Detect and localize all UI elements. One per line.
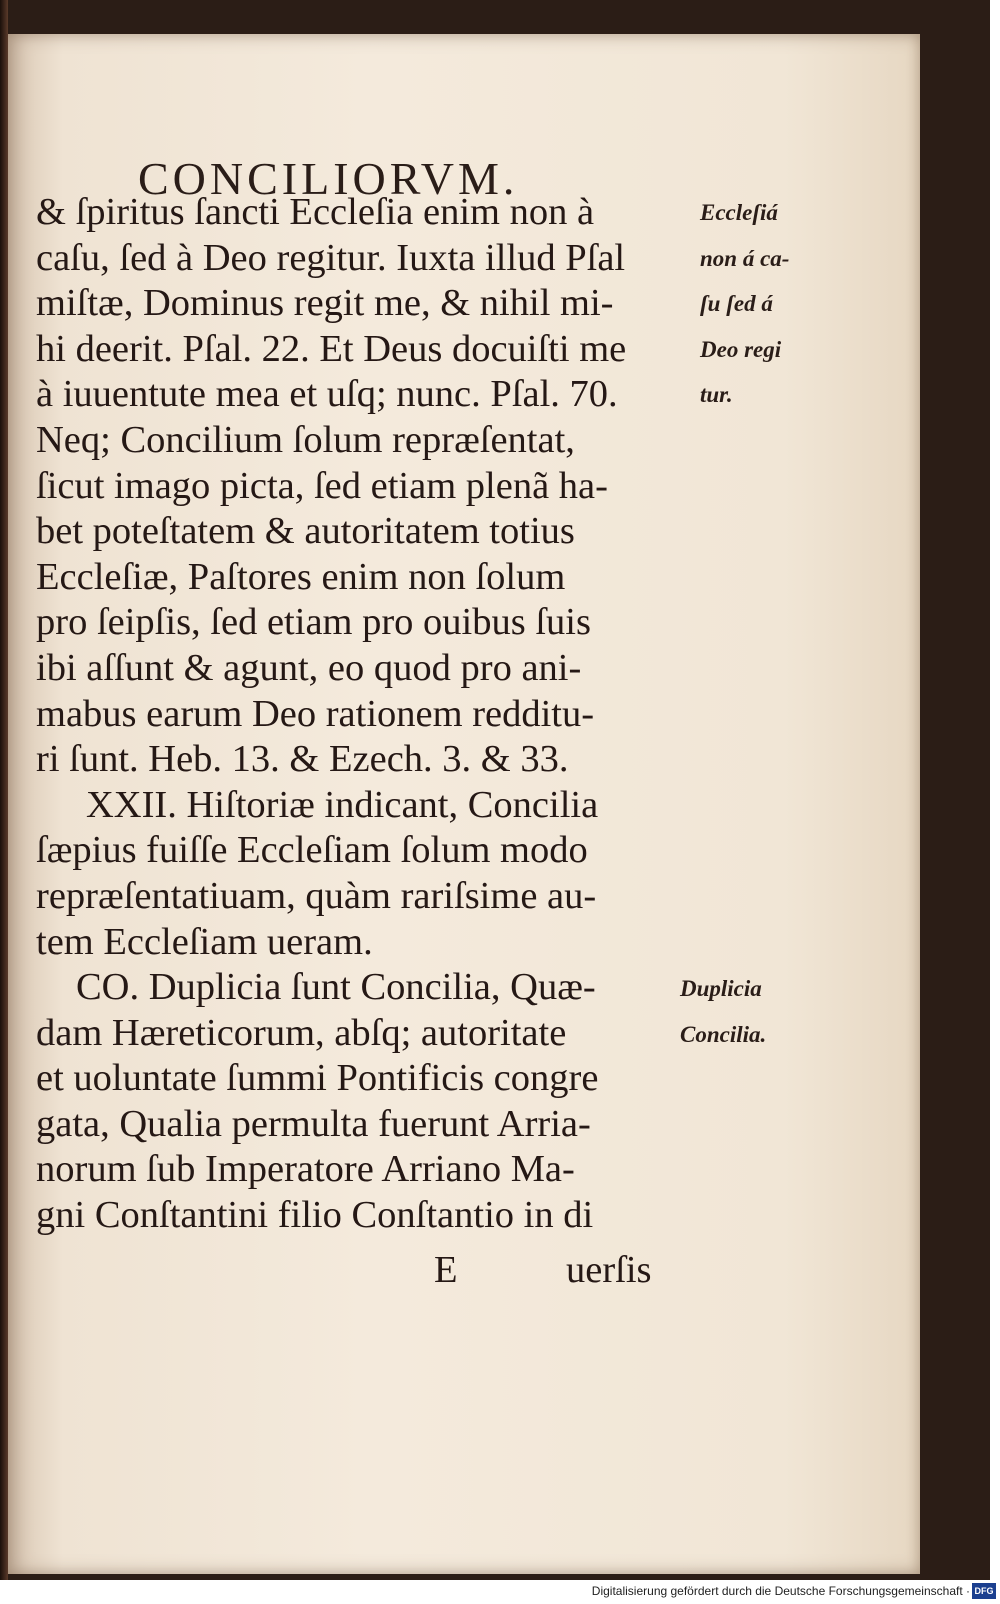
text-line: Eccleſiæ, Paſtores enim non ſolum — [36, 555, 566, 598]
margin-note-line: Deo regi — [700, 336, 782, 362]
catchword: uerſis — [566, 1249, 652, 1291]
text-line: caſu, ſed à Deo regitur. Iuxta illud Pſal — [36, 236, 626, 279]
margin-note-line: Duplicia — [680, 976, 762, 1001]
margin-note-line: non á ca- — [700, 245, 790, 271]
text-line: & ſpiritus ſancti Eccleſia enim non à — [36, 191, 595, 233]
binding-edge — [0, 0, 8, 1580]
margin-note-line: Eccleſiá — [700, 200, 778, 225]
text-line: hi deerit. Pſal. 22. Et Deus docuiſti me — [36, 327, 627, 370]
margin-note-line: Concilia. — [680, 1021, 767, 1047]
text-line: ri ſunt. Heb. 13. & Ezech. 3. & 33. — [36, 738, 569, 781]
text-line: repræſentatiuam, quàm rariſsime au- — [36, 874, 597, 917]
text-line: dam Hæreticorum, abſq; autoritate — [36, 1011, 567, 1054]
text-line: CO. Duplicia ſunt Concilia, Quæ- — [76, 966, 596, 1009]
signature-mark: E — [434, 1249, 458, 1291]
text-line: miſtæ, Dominus regit me, & nihil mi- — [36, 282, 614, 325]
margin-note-ecclesia — [700, 190, 789, 418]
text-line: à iuuentute mea et uſq; nunc. Pſal. 70. — [36, 373, 618, 416]
digitization-footer — [0, 1580, 1000, 1604]
margin-note-line: ſu ſed á — [700, 291, 773, 317]
text-line: tem Eccleſiam ueram. — [36, 920, 373, 963]
text-line: bet poteſtatem & autoritatem totius — [36, 510, 575, 553]
text-line: mabus earum Deo rationem redditu- — [36, 692, 595, 735]
text-line: pro ſeipſis, ſed etiam pro ouibus ſuis — [36, 601, 591, 644]
text-line: et uoluntate ſummi Pontificis congre — [36, 1057, 599, 1100]
margin-note-line: tur. — [700, 382, 733, 408]
text-line: norum ſub Imperatore Arriano Ma- — [36, 1148, 575, 1191]
text-line: gni Conſtantini filio Conſtantio in di — [36, 1194, 594, 1237]
page-foot — [0, 1248, 900, 1298]
text-line: ſicut imago picta, ſed etiam plenã ha- — [36, 464, 608, 507]
text-line: ibi aſſunt & agunt, eo quod pro ani- — [36, 646, 582, 689]
dfg-logo-icon: DFG — [972, 1583, 996, 1599]
text-line: ſæpius fuiſſe Eccleſiam ſolum modo — [36, 829, 588, 872]
main-text — [36, 190, 696, 1239]
funding-credit: Digitalisierung gefördert durch die Deutsche Forschungsgemeinschaft · — [591, 1584, 970, 1598]
margin-note-duplicia — [680, 966, 766, 1057]
running-header: CONCILIORVM. — [138, 153, 519, 204]
text-line: XXII. Hiſtoriæ indicant, Concilia — [86, 783, 599, 826]
text-line: gata, Qualia permulta fuerunt Arria- — [36, 1102, 591, 1145]
text-line: Neq; Concilium ſolum repræſentat, — [36, 418, 575, 461]
